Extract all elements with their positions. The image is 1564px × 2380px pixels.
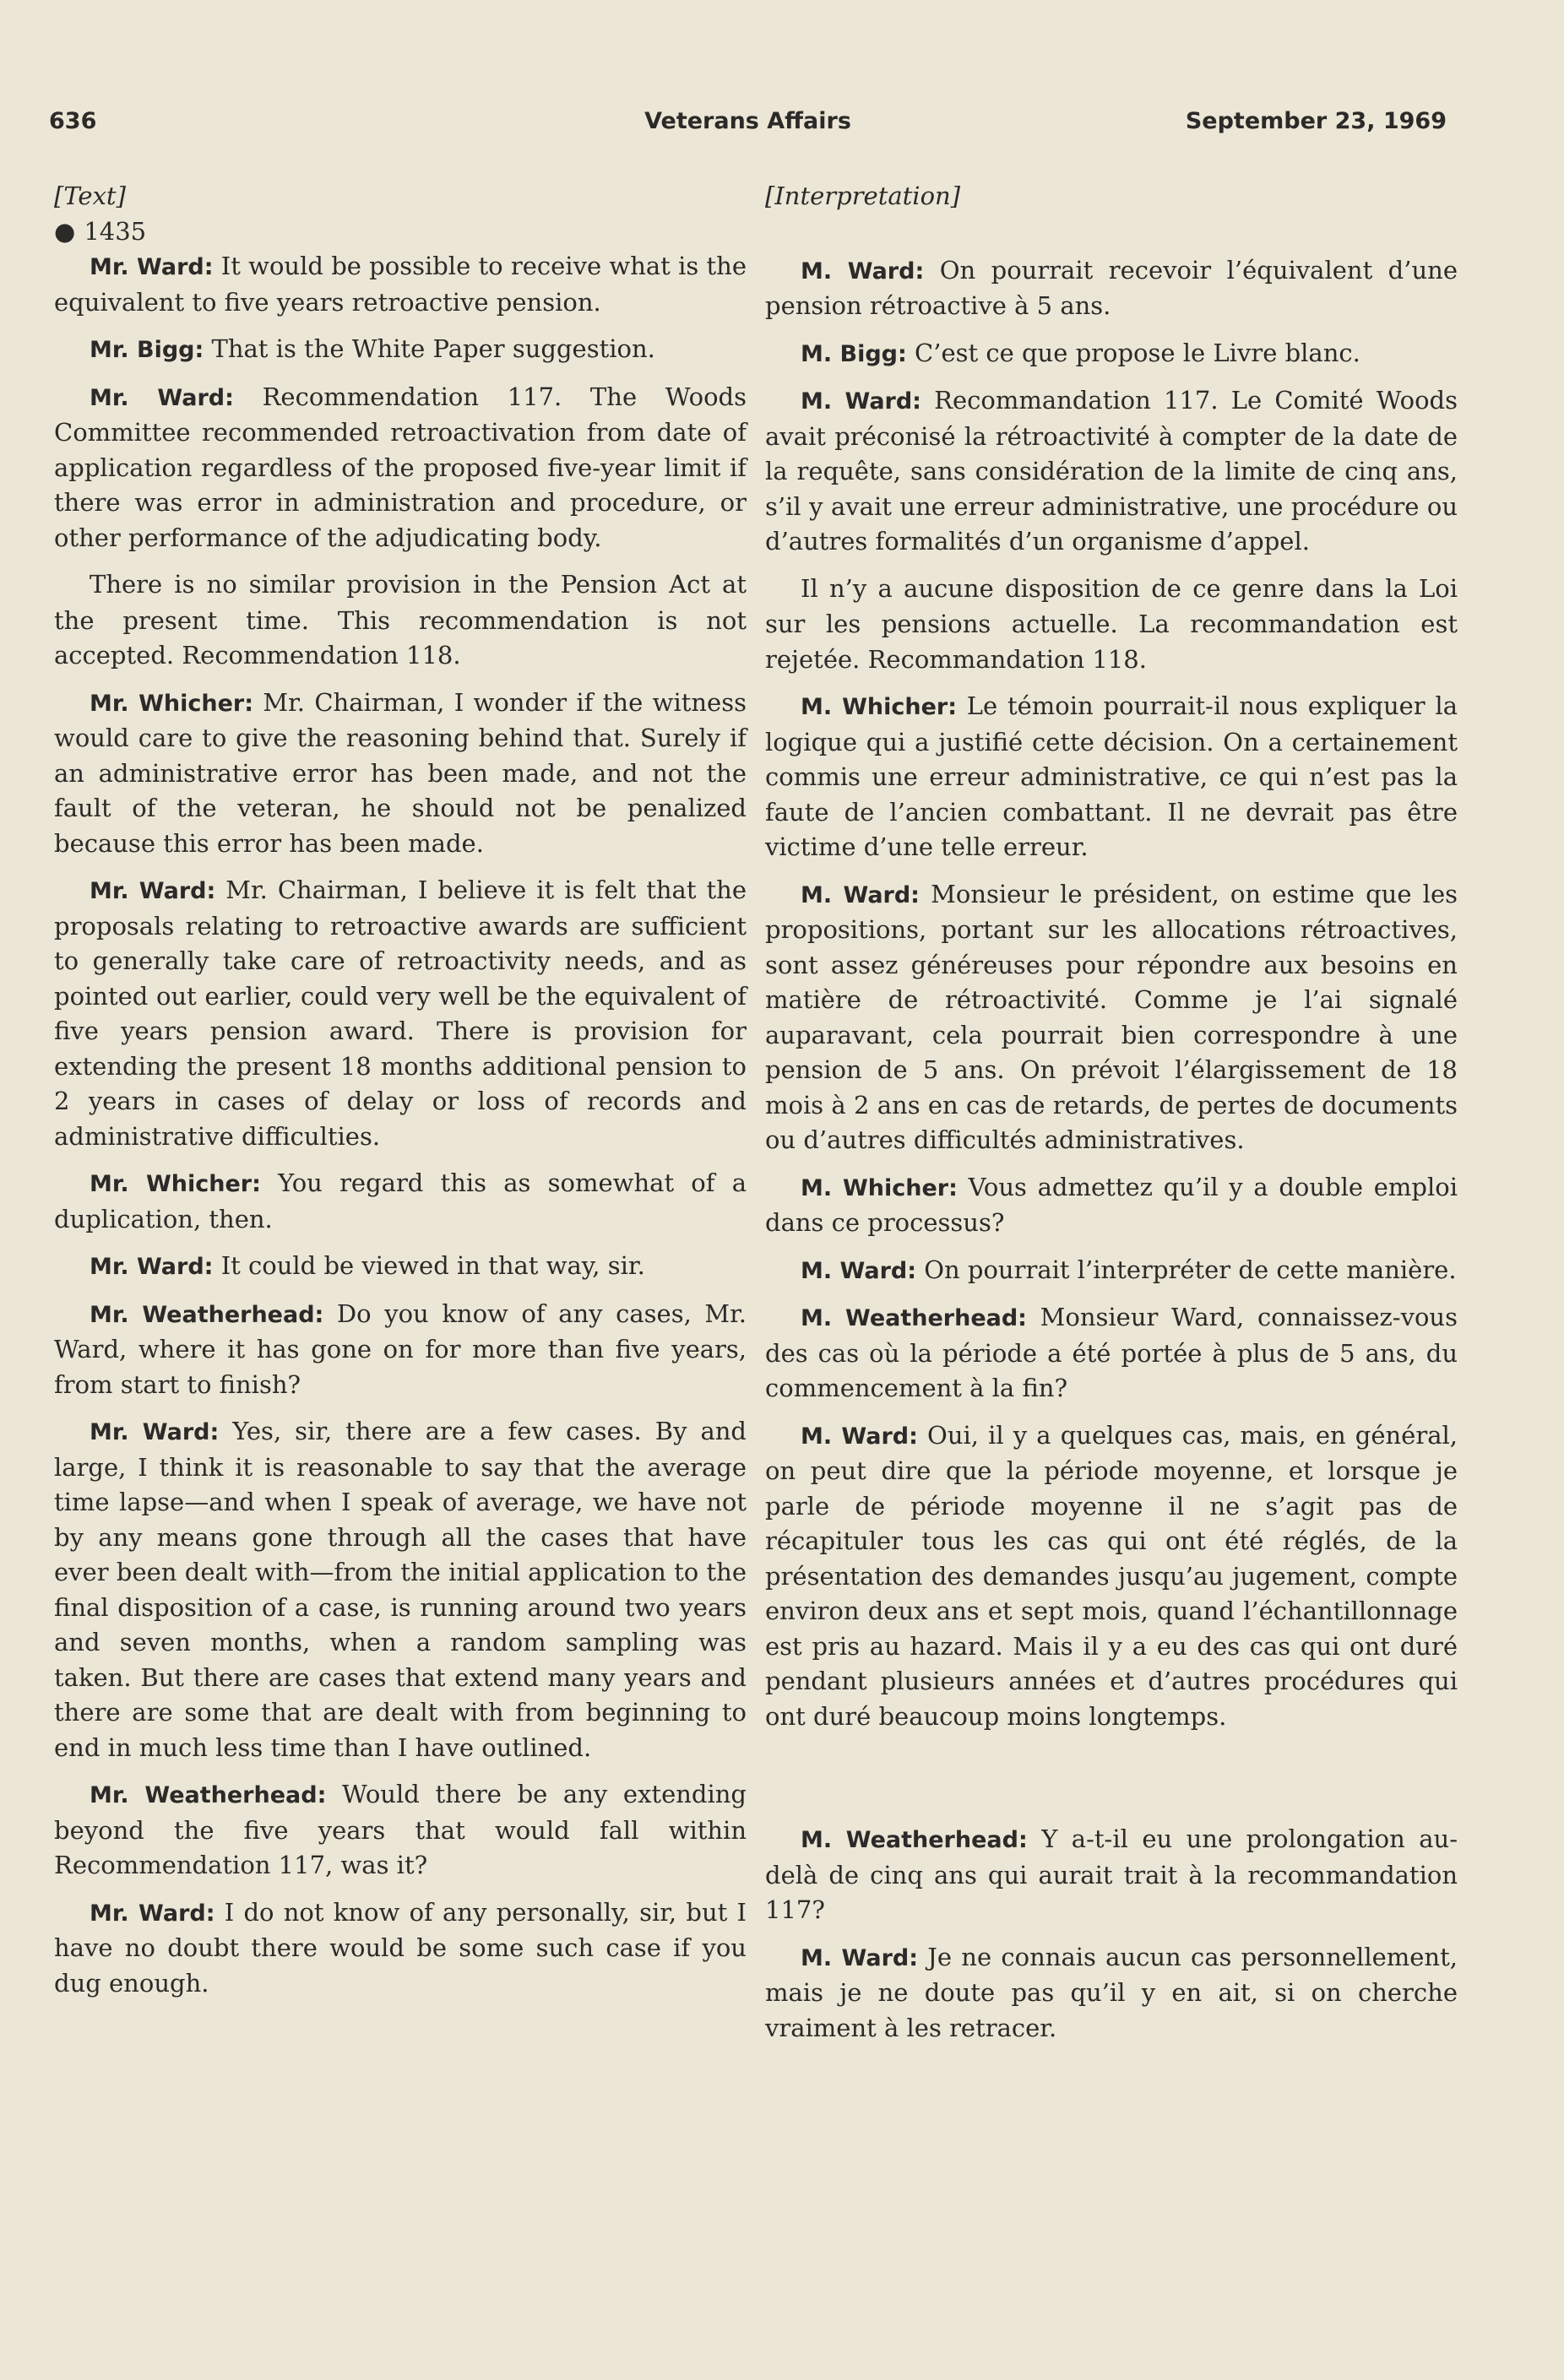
paragraph [765, 1418, 1458, 1735]
speaker-name: M. Weatherhead: [801, 1305, 1027, 1331]
paragraph [765, 689, 1458, 865]
speaker-name: M. Whicher: [801, 1174, 958, 1201]
paragraph-text: Recommendation 117. The Woods Committee recommended retroactivation from date of application regardless of the proposed five-year limit if there was error in administration and procedure, or other performance of the adjudicating body. [54, 382, 747, 552]
running-title: Veterans Affairs [644, 108, 851, 134]
speaker-name: Mr. Ward: [90, 254, 214, 280]
speaker-name: M. Bigg: [801, 340, 907, 367]
time-marker: ● 1435 [54, 214, 747, 250]
speaker-name: M. Whicher: [801, 694, 957, 720]
paragraph [765, 572, 1458, 678]
paragraph-text: Monsieur Ward, connaissez-vous des cas où la période a été portée à plus de 5 ans, du commencement à la fin? [765, 1303, 1458, 1402]
page-header [49, 108, 1447, 142]
english-column [54, 179, 747, 2013]
header-date: September 23, 1969 [1185, 108, 1447, 134]
paragraph [54, 332, 747, 368]
paragraph-text: Mr. Chairman, I wonder if the witness would care to give the reasoning behind that. Surely if an administrative error has been made, and not the fault of the veteran, he should not be penalized because this error has been made. [54, 687, 747, 858]
speaker-name: M. Ward: [801, 388, 921, 415]
paragraph-text: Monsieur le président, on estime que les propositions, portant sur les allocations rétroactives, sont assez généreuses pour répondre aux besoins en matière de rétroactivité. Comme je l’ai signalé auparavant, cela pourrait bien correspondre à une pension de 5 ans. On prévoit l’élargissement de 18 mois à 2 ans en cas de retards, de pertes de documents ou d’autres difficultés administratives. [765, 879, 1458, 1154]
paragraph [54, 1166, 747, 1237]
paragraph-text: You regard this as somewhat of a duplication, then. [54, 1168, 747, 1233]
speaker-name: Mr. Ward: [90, 384, 234, 411]
paragraph-text: On pourrait l’interpréter de cette manière. [916, 1255, 1457, 1284]
paragraph-text: That is the White Paper suggestion. [204, 334, 655, 363]
paragraph [765, 253, 1458, 324]
speaker-name: Mr. Whicher: [90, 690, 254, 717]
paragraph-text: There is no similar provision in the Pension Act at the present time. This recommendation is not accepted. Recommendation 118. [54, 570, 747, 670]
french-column [765, 179, 1458, 2057]
paragraph-text: It could be viewed in that way, sir. [213, 1251, 645, 1280]
paragraph-text: Je ne connais aucun cas personnellement, mais je ne doute pas qu’il y en ait, si on cherche vraiment à les retracer. [765, 1942, 1458, 2042]
speaker-name: Mr. Weatherhead: [90, 1301, 324, 1328]
paragraph-text: Vous admettez qu’il y a double emploi dans ce processus? [765, 1172, 1458, 1237]
paragraph-text: Oui, il y a quelques cas, mais, en général, on peut dire que la période moyenne, et lorsque je parle de période moyenne il ne s’agit pas de récapituler tous les cas qui ont été réglés, de la présentation des demandes jusqu’au jugement, compte environ deux ans et sept mois, quand l’échantillonnage est pris au hazard. Mais il y a eu des cas qui ont duré pendant plusieurs années et d’autres procédures qui ont duré beaucoup moins longtemps. [765, 1420, 1458, 1731]
paragraph-text: I do not know of any personally, sir, but I have no doubt there would be some such case if you dug enough. [54, 1897, 747, 1998]
paragraph [54, 567, 747, 674]
paragraph [765, 1822, 1458, 1928]
paragraph [765, 1253, 1458, 1289]
speaker-name: M. Ward: [801, 258, 925, 285]
speaker-name: Mr. Ward: [90, 1900, 215, 1927]
paragraph [54, 1777, 747, 1884]
speaker-name: M. Ward: [801, 881, 920, 908]
speaker-name: M. Ward: [801, 1257, 917, 1284]
paragraph [765, 383, 1458, 560]
paragraph [765, 877, 1458, 1158]
speaker-name: Mr. Ward: [90, 1254, 214, 1280]
paragraph-text: On pourrait recevoir l’équivalent d’une pension rétroactive à 5 ans. [765, 255, 1458, 320]
bullet-icon: ● [54, 216, 76, 246]
paragraph [765, 1940, 1458, 2047]
paragraph [54, 1414, 747, 1765]
column-spacer [765, 1746, 1458, 1822]
paragraph-text: Mr. Chairman, I believe it is felt that the proposals relating to retroactive awards are sufficient to generally take care of retroactivity needs, and as pointed out earlier, could very well be the equivalent of five years pension award. There is provision for extending the present 18 months additional pension to 2 years in cases of delay or loss of records and administrative difficulties. [54, 876, 747, 1151]
paragraph-text: Would there be any extending beyond the five years that would fall within Recommendation 117, was it? [54, 1780, 747, 1879]
speaker-name: Mr. Ward: [90, 1419, 220, 1445]
column-heading-text: [Interpretation] [765, 182, 961, 210]
page-number: 636 [49, 108, 97, 134]
speaker-name: Mr. Bigg: [90, 337, 204, 363]
paragraph [765, 336, 1458, 372]
paragraph-text: Yes, sir, there are a few cases. By and large, I think it is reasonable to say that the average time lapse—and when I speak of average, we have not by any means gone through all the cases that have ever been dealt with—from the initial application to the final disposition of a case, is running around two years and seven months, when a random sampling was taken. But there are cases that extend many years and there are some that are dealt with from beginning to end in much less time than I have outlined. [54, 1417, 747, 1762]
paragraph [765, 1170, 1458, 1241]
paragraph-text: Y a-t-il eu une prolongation au-delà de cinq ans qui aurait trait à la recommandation 117? [765, 1824, 1458, 1924]
speaker-name: M. Ward: [801, 1423, 918, 1450]
paragraph-text: Il n’y a aucune disposition de ce genre dans la Loi sur les pensions actuelle. La recommandation est rejetée. Recommandation 118. [765, 573, 1458, 674]
column-spacer [765, 214, 1458, 253]
paragraph-text: It would be possible to receive what is the equivalent to five years retroactive pension. [54, 252, 747, 317]
paragraph-text: Recommandation 117. Le Comité Woods avait préconisé la rétroactivité à compter de la date de la requête, sans considération de la limite de cinq ans, s’il y avait une erreur administrative, une procédure ou d’autres formalités d’un organisme d’appel. [765, 386, 1458, 556]
paragraph [54, 380, 747, 556]
paragraph-text: Le témoin pourrait-il nous expliquer la logique qui a justifié cette décision. On a certainement commis une erreur administrative, ce qui n’est pas la faute de l’ancien combattant. Il ne devrait pas être victime d’une telle erreur. [765, 691, 1458, 861]
paragraph [54, 249, 747, 320]
paragraph [54, 1249, 747, 1285]
speaker-name: Mr. Weatherhead: [90, 1782, 327, 1808]
paragraph [54, 1895, 747, 2002]
paragraph-text: Do you know of any cases, Mr. Ward, where it has gone on for more than five years, from start to finish? [54, 1298, 747, 1399]
speaker-name: Mr. Ward: [90, 878, 216, 904]
speaker-name: Mr. Whicher: [90, 1171, 261, 1197]
paragraph [54, 1297, 747, 1403]
paragraph [54, 686, 747, 862]
column-heading-text: [Text] [54, 182, 126, 210]
speaker-name: M. Weatherhead: [801, 1827, 1028, 1853]
paragraph [765, 1300, 1458, 1407]
speaker-name: M. Ward: [801, 1944, 919, 1971]
paragraph-text: C’est ce que propose le Livre blanc. [906, 338, 1360, 367]
paragraph [54, 873, 747, 1154]
